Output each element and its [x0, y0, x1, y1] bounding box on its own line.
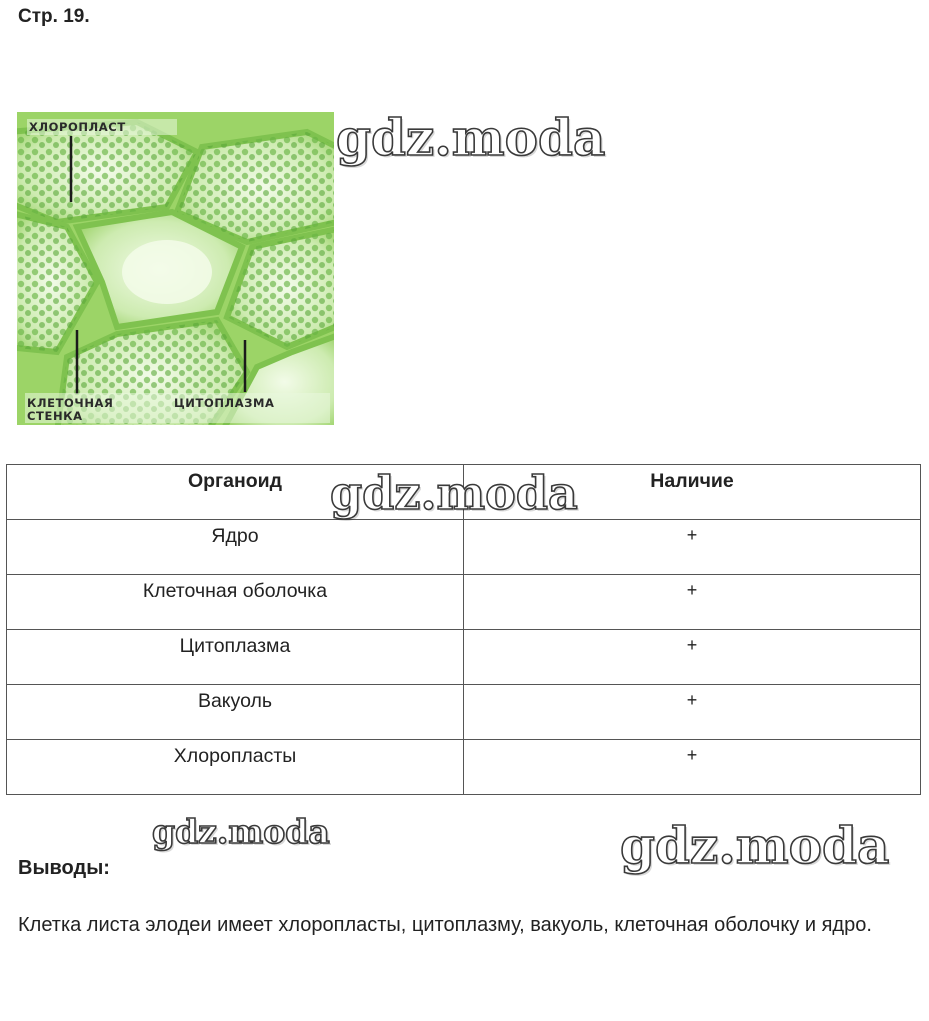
label-chloroplast: ХЛОРОПЛАСТ — [29, 120, 126, 134]
plant-cell-image — [17, 112, 334, 425]
label-cell-wall-line1: КЛЕТОЧНАЯ — [27, 396, 114, 410]
table-row — [7, 630, 921, 685]
table-row — [7, 685, 921, 740]
presence-cell: + — [464, 685, 921, 740]
table-row — [7, 520, 921, 575]
watermark-logo: gdz.moda — [336, 108, 606, 167]
organoid-cell: Вакуоль — [7, 685, 464, 740]
header-presence: Наличие — [464, 465, 921, 520]
watermark-logo: gdz.moda — [152, 812, 330, 851]
watermark-logo: gdz.moda — [330, 466, 578, 520]
presence-cell: + — [464, 520, 921, 575]
table-row — [7, 575, 921, 630]
table-row — [7, 740, 921, 795]
presence-cell: + — [464, 740, 921, 795]
organoid-cell: Цитоплазма — [7, 630, 464, 685]
page-heading: Стр. 19. — [18, 6, 90, 27]
organoid-cell: Ядро — [7, 520, 464, 575]
header-organoid: Органоид — [7, 465, 464, 520]
presence-cell: + — [464, 630, 921, 685]
label-cytoplasm: ЦИТОПЛАЗМА — [174, 396, 275, 410]
organoid-cell: Хлоропласты — [7, 740, 464, 795]
watermark-logo: gdz.moda — [620, 816, 890, 875]
organoid-cell: Клеточная оболочка — [7, 575, 464, 630]
conclusions-title: Выводы: — [18, 857, 110, 879]
conclusions-text: Клетка листа элодеи имеет хлоропласты, цитоплазму, вакуоль, клеточная оболочку и ядро. — [18, 914, 872, 936]
presence-cell: + — [464, 575, 921, 630]
label-cell-wall-line2: СТЕНКА — [27, 409, 83, 423]
